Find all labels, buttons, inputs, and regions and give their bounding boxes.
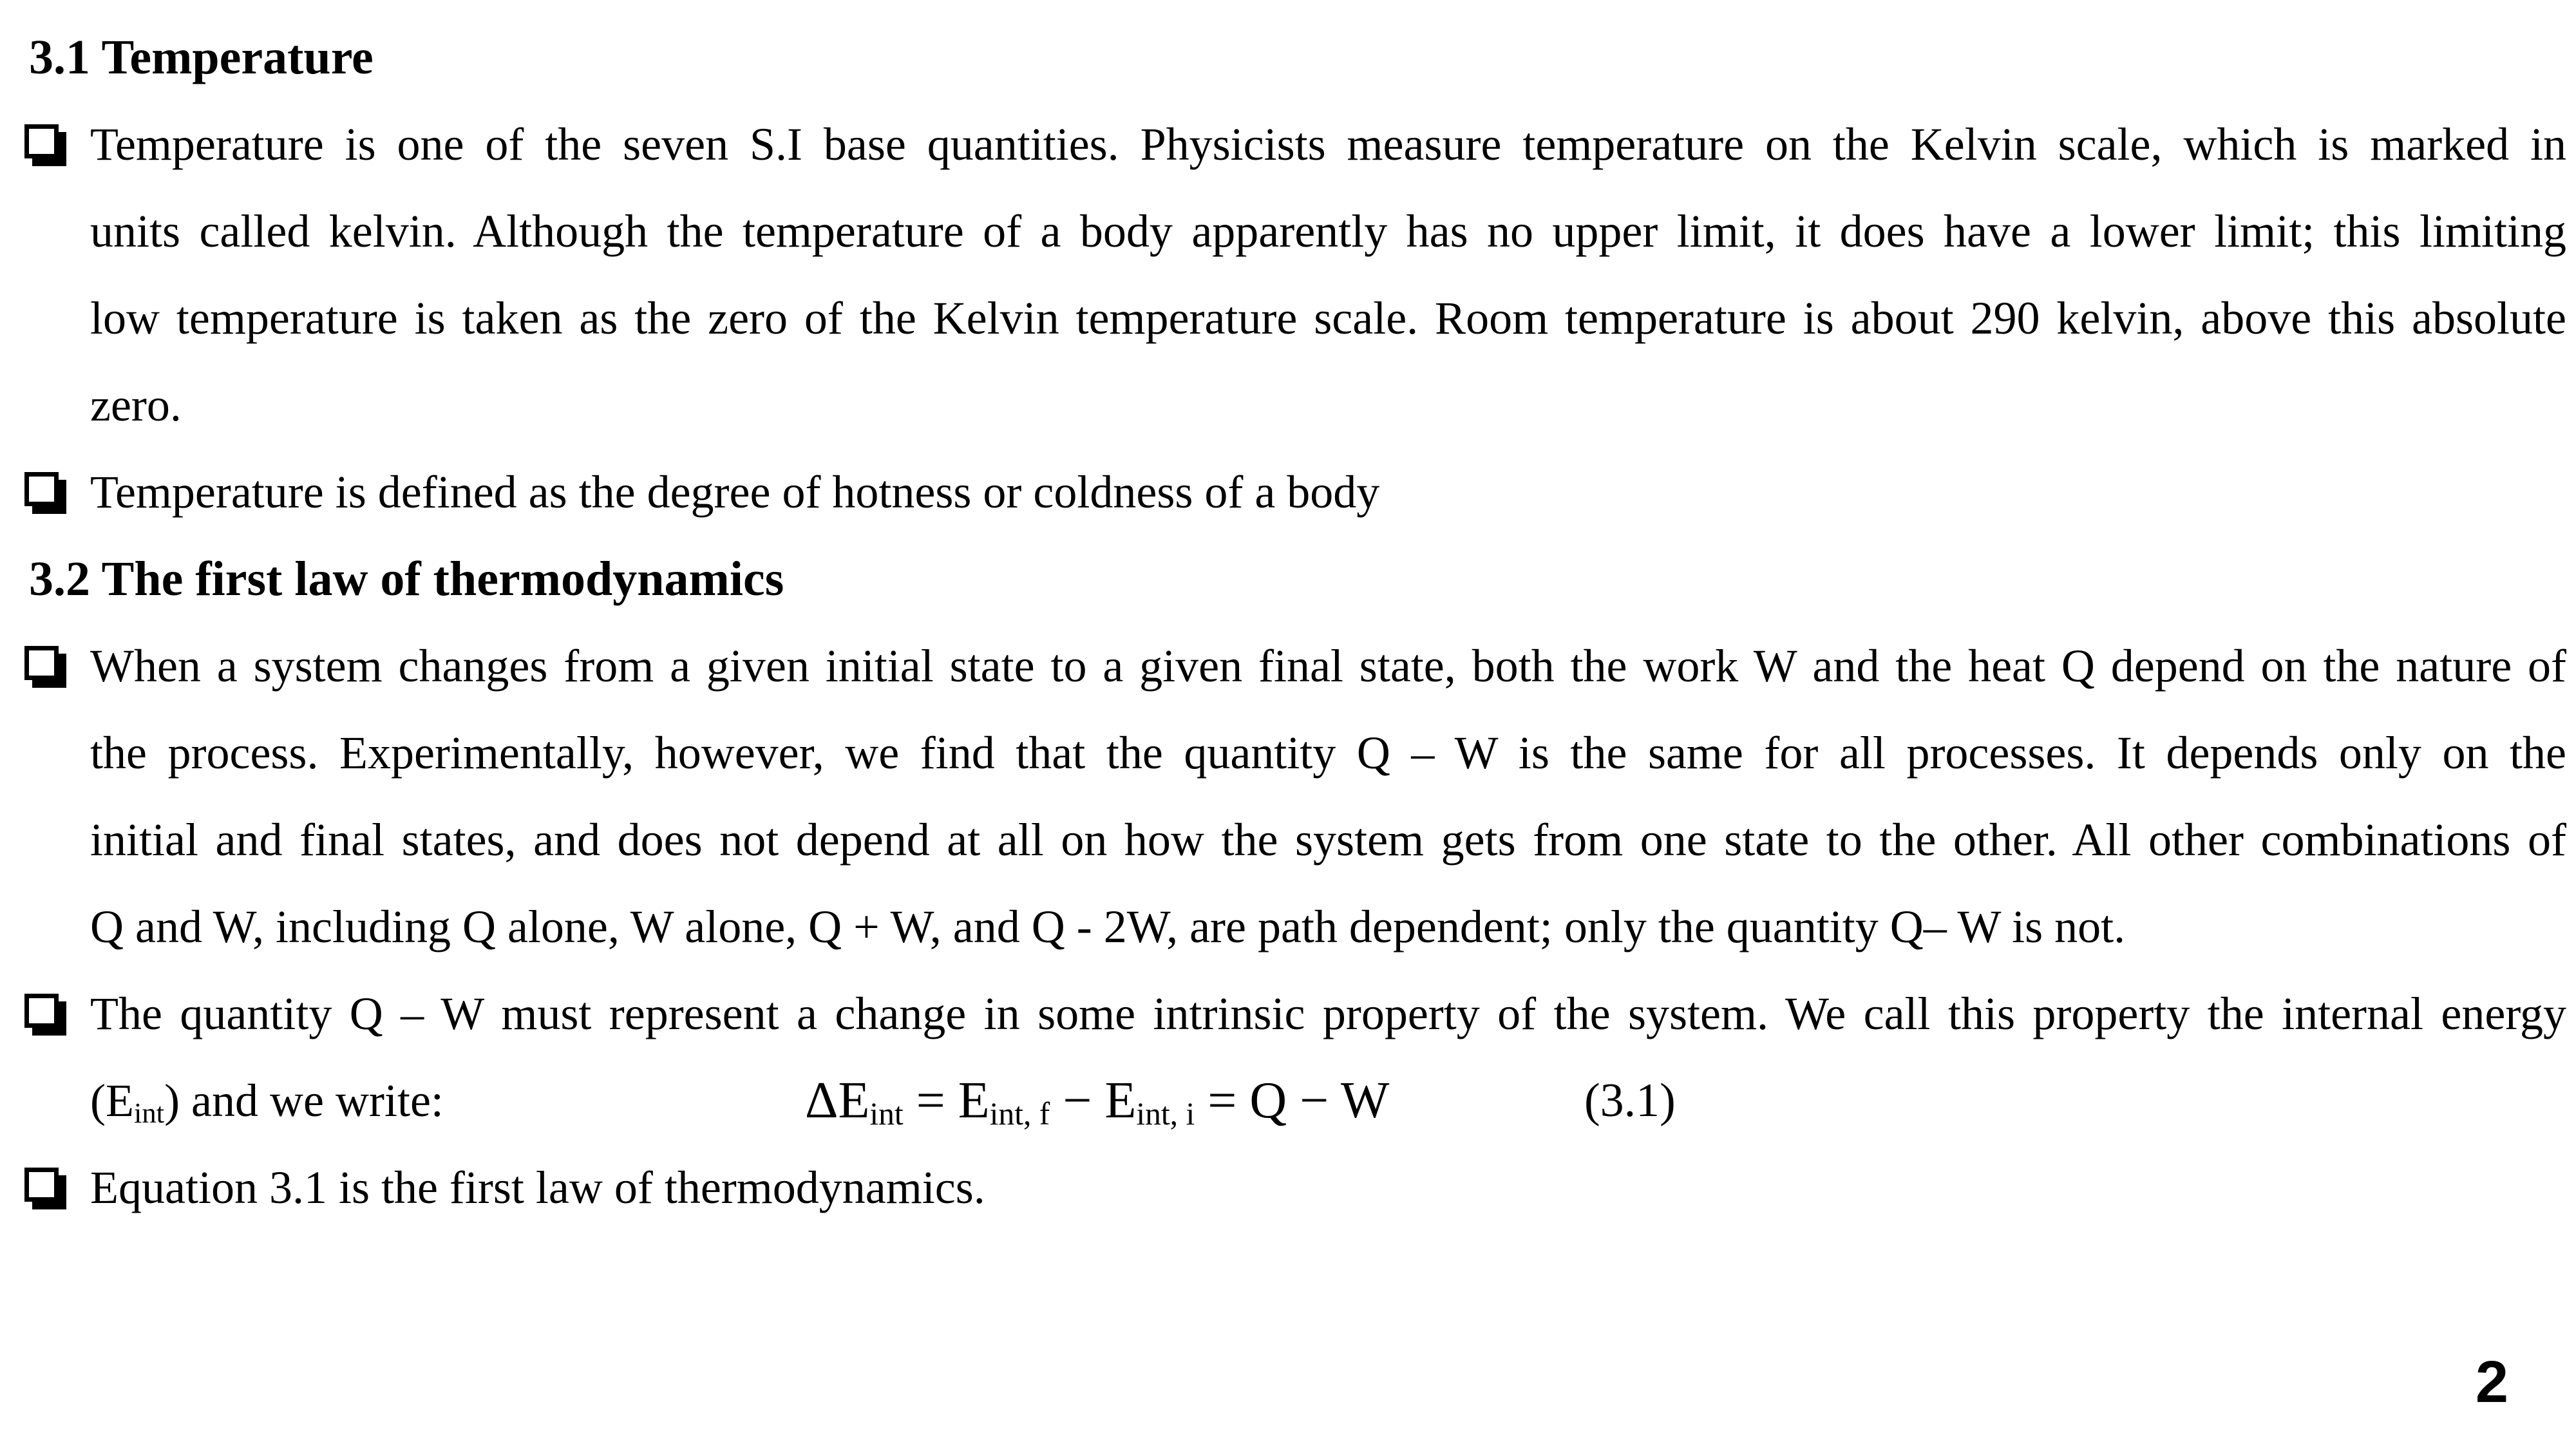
checkbox-bullet-icon xyxy=(24,124,59,158)
equation-intro-subscript: int xyxy=(133,1096,165,1129)
bullet-item-1-line-2 xyxy=(23,188,2566,275)
equation-term: − E xyxy=(1050,1072,1137,1129)
bullet-item-5 xyxy=(23,1144,2566,1231)
section-heading-3-2 xyxy=(23,536,2566,623)
checkbox-bullet-icon xyxy=(24,646,59,680)
heading-text: 3.2 The first law of thermodynamics xyxy=(29,552,784,606)
paragraph-line: The quantity Q – W must represent a change in some intrinsic property of the system. We call this property the internal energy xyxy=(90,988,2566,1039)
paragraph-line: the process. Experimentally, however, we find that the quantity Q – W is the same for all processes. It depends only on the xyxy=(90,727,2566,779)
equation-term: = E xyxy=(903,1072,990,1129)
equation-term: ΔE xyxy=(805,1072,870,1129)
page-number: 2 xyxy=(2475,1349,2508,1415)
paragraph-line: Temperature is defined as the degree of hotness or coldness of a body xyxy=(90,466,1380,518)
checkbox-bullet-icon xyxy=(24,472,59,506)
bullet-item-3-line-4 xyxy=(23,884,2566,971)
heading-text: 3.1 Temperature xyxy=(29,30,374,84)
slide-content xyxy=(23,14,2566,1231)
paragraph-line: initial and final states, and does not depend at all on how the system gets from one state to the other. All other combinations of xyxy=(90,814,2566,866)
checkbox-bullet-icon xyxy=(24,1168,59,1202)
paragraph-line: units called kelvin. Although the temperature of a body apparently has no upper limit, it does have a lower limit; this limiting xyxy=(90,205,2566,257)
equation-intro-text: ) and we write: xyxy=(164,1075,444,1126)
bullet-item-3-line-3 xyxy=(23,797,2566,884)
equation-subscript: int xyxy=(869,1095,904,1132)
bullet-item-4-equation-line xyxy=(23,1057,2566,1144)
bullet-item-1 xyxy=(23,101,2566,188)
paragraph-line: When a system changes from a given initial state to a given final state, both the work W and the heat Q depend on the nature of xyxy=(90,640,2566,692)
bullet-item-1-line-4 xyxy=(23,362,2566,449)
paragraph-line: low temperature is taken as the zero of the Kelvin temperature scale. Room temperature is about 290 kelvin, above this absolute xyxy=(90,292,2566,344)
checkbox-bullet-icon xyxy=(24,994,59,1028)
equation-number: (3.1) xyxy=(1584,1074,1676,1127)
section-heading-3-1 xyxy=(23,14,2566,101)
equation-subscript: int, f xyxy=(989,1095,1050,1132)
paragraph-line: Equation 3.1 is the first law of thermodynamics. xyxy=(90,1162,985,1213)
equation-subscript: int, i xyxy=(1136,1095,1195,1132)
paragraph-line: zero. xyxy=(90,379,182,431)
equation-3-1 xyxy=(805,1057,1389,1144)
paragraph-line: Temperature is one of the seven S.I base quantities. Physicists measure temperature on the Kelvin scale, which is marked in xyxy=(90,118,2566,170)
paragraph-line: Q and W, including Q alone, W alone, Q + W, and Q - 2W, are path dependent; only the quantity Q– W is not. xyxy=(90,901,2126,952)
bullet-item-3 xyxy=(23,623,2566,710)
bullet-item-1-line-3 xyxy=(23,275,2566,362)
bullet-item-3-line-2 xyxy=(23,710,2566,797)
bullet-item-2 xyxy=(23,449,2566,536)
bullet-item-4 xyxy=(23,971,2566,1057)
equation-intro-text: (E xyxy=(90,1075,134,1126)
equation-term: = Q − W xyxy=(1195,1072,1390,1129)
